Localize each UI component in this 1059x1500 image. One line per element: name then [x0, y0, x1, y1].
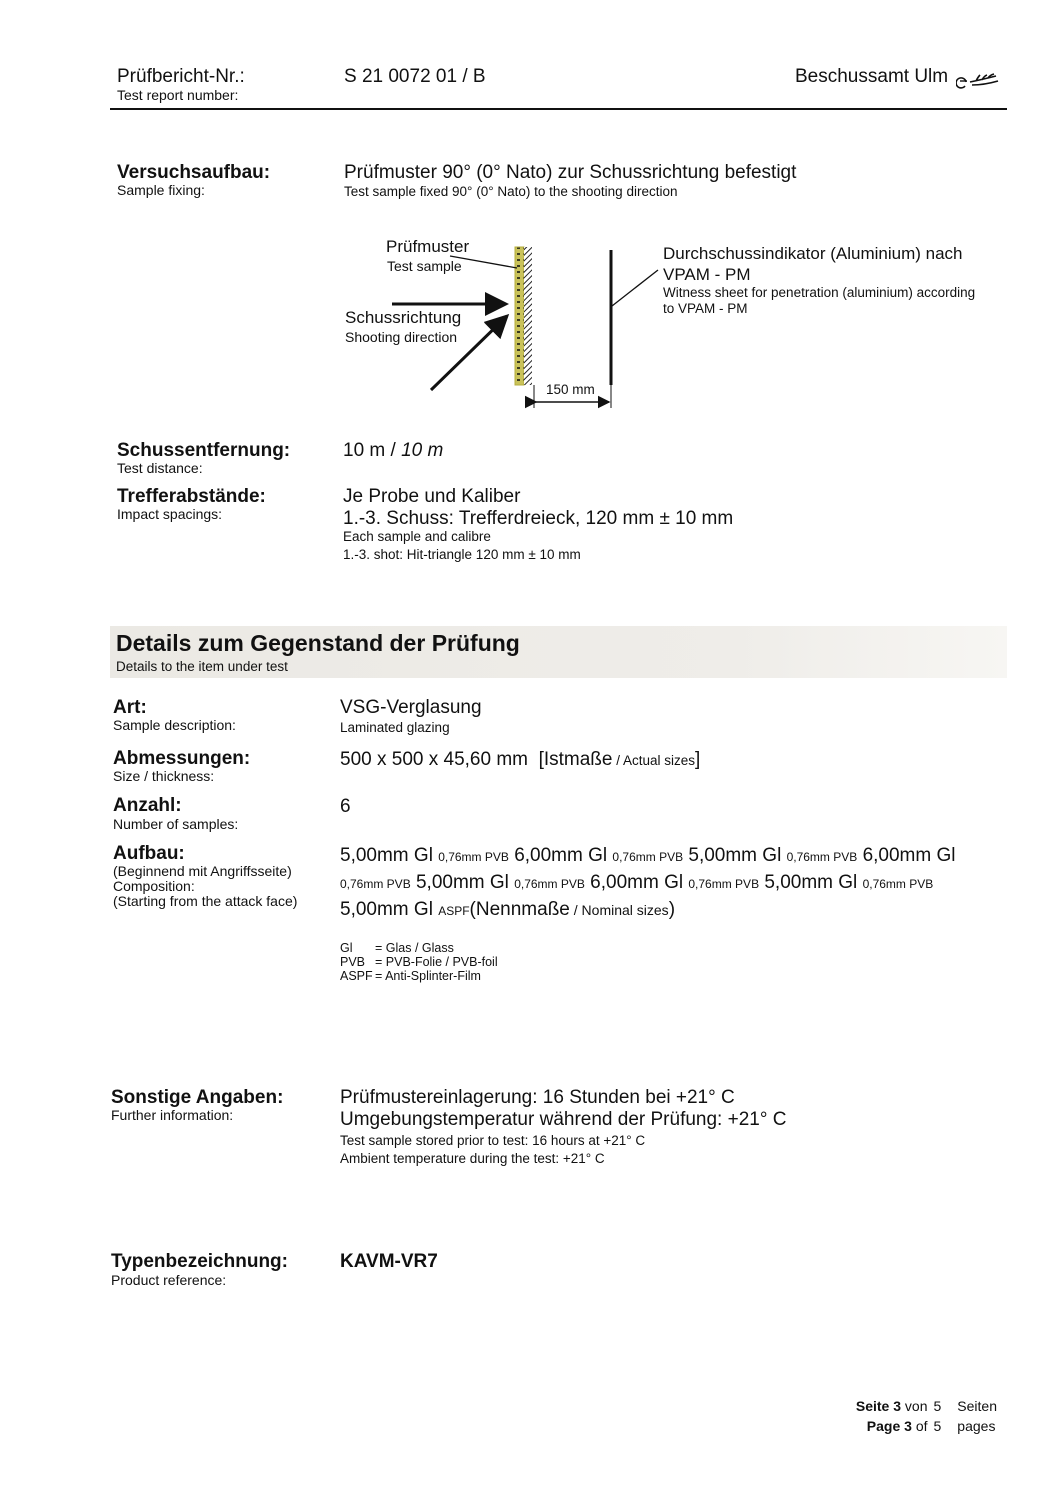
page-label: Page: [866, 1418, 901, 1434]
setup-value: Prüfmuster 90° (0° Nato) zur Schussrichtung befestigt: [344, 162, 797, 183]
header-rule: [110, 108, 1007, 110]
indicator-en-line2: to VPAM - PM: [663, 301, 748, 316]
distance-value-en: 10 m: [401, 440, 444, 461]
legend-row: [340, 969, 498, 983]
of-label: of: [915, 1418, 928, 1434]
product-value: KAVM-VR7: [340, 1251, 438, 1272]
report-number: S 21 0072 01 / B: [344, 66, 486, 87]
setup-value-en: Test sample fixed 90° (0° Nato) to the shooting direction: [344, 184, 678, 199]
legend-row: [340, 955, 498, 969]
page-indicator-de: [850, 1396, 928, 1416]
spacing-value: [343, 486, 733, 530]
count-label-en: Number of samples:: [113, 816, 239, 832]
further-info-label-en: Further information:: [111, 1107, 234, 1123]
current-page: 3: [893, 1398, 902, 1414]
size-dimensions: 500 x 500 x 45,60 mm: [340, 749, 528, 770]
layer-interlayer: 0,76mm PVB: [786, 850, 858, 864]
size-value: [340, 749, 700, 771]
indicator-pointer-line: [612, 270, 658, 306]
layer-glass: 6,00mm Gl: [514, 845, 608, 866]
legend-value: = Glas / Glass: [375, 941, 454, 955]
page-indicator-en: [850, 1416, 928, 1436]
distance-field-label: Schussentfernung:: [117, 440, 291, 461]
further-line1: Prüfmustereinlagerung: 16 Stunden bei +21° C: [340, 1087, 735, 1108]
footer-row-de: [850, 1396, 997, 1416]
von-label: von: [904, 1398, 928, 1414]
nominal-close: ): [668, 899, 676, 920]
spacing-value-en: [343, 528, 581, 564]
angled-shot-arrow: [431, 316, 507, 390]
composition-value: [340, 843, 1000, 924]
composition-label-sub: [113, 864, 297, 909]
size-actual-en: / Actual sizes: [612, 753, 696, 768]
footer-row-en: [850, 1416, 997, 1436]
spacing-label: Trefferabstände:: [117, 486, 266, 507]
total-pages: 5: [933, 1398, 942, 1414]
size-label-en: Size / thickness:: [113, 768, 215, 784]
distance-field-label-en: Test distance:: [117, 460, 203, 476]
indicator-line1: Durchschussindikator (Aluminium) nach: [663, 244, 963, 263]
distance-value-de: 10 m /: [343, 440, 402, 461]
further-info-value-en: [340, 1132, 645, 1168]
layer-interlayer: 0,76mm PVB: [438, 850, 509, 864]
layer-interlayer: 0,76mm PVB: [612, 850, 684, 864]
report-number-label: Prüfbericht-Nr.:: [117, 66, 245, 87]
size-bracket-close: ]: [695, 749, 701, 770]
size-label: Abmessungen:: [113, 748, 251, 769]
diagram-graphics: [330, 228, 1020, 418]
art-label: Art:: [113, 697, 147, 718]
layer-glass: 5,00mm Gl: [340, 845, 433, 866]
distance-label: 150 mm: [546, 382, 595, 397]
seiten-label: Seiten: [957, 1398, 997, 1414]
composition-label: Aufbau:: [113, 843, 185, 864]
direction-label-en: Shooting direction: [345, 329, 458, 345]
indicator-line2: VPAM - PM: [663, 265, 751, 284]
distance-value: [343, 440, 443, 462]
spacing-line2: 1.-3. Schuss: Trefferdreieck, 120 mm ± 10 mm: [343, 508, 734, 529]
product-label: Typenbezeichnung:: [111, 1251, 288, 1272]
indicator-en-line1: Witness sheet for penetration (aluminium) according: [663, 285, 976, 300]
institution-name: Beschussamt Ulm: [795, 66, 949, 87]
legend-key: ASPF: [340, 969, 373, 983]
sample-pointer-line: [450, 256, 517, 268]
size-actual-de: [Istmaße: [538, 749, 613, 770]
seite-label: Seite: [855, 1398, 890, 1414]
sample-label: Prüfmuster: [386, 237, 470, 256]
further-info-label: Sonstige Angaben:: [111, 1087, 284, 1108]
layer-glass: 6,00mm Gl: [862, 845, 956, 866]
layer-glass: 5,00mm Gl: [415, 872, 509, 893]
layer-interlayer: 0,76mm PVB: [514, 877, 585, 891]
report-number-label-en: Test report number:: [117, 87, 239, 103]
further-line2: Umgebungstemperatur während der Prüfung: +21° C: [340, 1109, 787, 1130]
spacing-line1: Je Probe und Kaliber: [343, 486, 521, 507]
further-en-line2: Ambient temperature during the test: +21° C: [340, 1151, 605, 1166]
art-value-en: Laminated glazing: [340, 720, 450, 735]
nominal-de: (Nennmaße: [469, 899, 570, 920]
current-page: 3: [904, 1418, 912, 1434]
antler-logo-icon: [956, 70, 1004, 90]
nominal-en: / Nominal sizes: [569, 902, 669, 918]
sample-backing-shape: [524, 247, 532, 385]
pages-label: pages: [957, 1418, 996, 1434]
art-value: VSG-Verglasung: [340, 697, 482, 718]
layer-glass: 5,00mm Gl: [688, 845, 782, 866]
legend-value: = Anti-Splinter-Film: [375, 969, 481, 983]
product-label-en: Product reference:: [111, 1272, 227, 1288]
test-setup-diagram: [330, 228, 1020, 418]
spacing-en-line2: 1.-3. shot: Hit-triangle 120 mm ± 10 mm: [343, 547, 581, 562]
spacing-label-en: Impact spacings:: [117, 506, 223, 522]
spacing-en-line1: Each sample and calibre: [343, 529, 491, 544]
section-subtitle: Details to the item under test: [116, 659, 288, 674]
direction-label: Schussrichtung: [345, 308, 462, 327]
setup-label-en: Sample fixing:: [117, 182, 205, 198]
total-pages: 5: [933, 1418, 942, 1434]
layer-glass: 5,00mm Gl: [764, 872, 858, 893]
abbreviation-legend: [340, 941, 498, 983]
page-footer: [850, 1396, 997, 1436]
legend-row: [340, 941, 498, 955]
count-value: 6: [340, 796, 351, 817]
layer-interlayer: 0,76mm PVB: [862, 877, 934, 891]
sample-label-en: Test sample: [387, 258, 462, 274]
layer-interlayer: 0,76mm PVB: [688, 877, 760, 891]
layer-glass: 6,00mm Gl: [590, 872, 684, 893]
legend-key: Gl: [340, 941, 353, 955]
further-en-line1: Test sample stored prior to test: 16 hours at +21° C: [340, 1133, 646, 1148]
layer-interlayer: 0,76mm PVB: [340, 877, 411, 891]
setup-label: Versuchsaufbau:: [117, 162, 271, 183]
art-label-en: Sample description:: [113, 717, 236, 733]
composition-sub2: Composition:: [113, 878, 195, 894]
composition-sub1: (Beginnend mit Angriffsseite): [113, 863, 292, 879]
layer-glass: 5,00mm Gl: [340, 899, 433, 920]
further-info-value: [340, 1087, 786, 1131]
count-label: Anzahl:: [113, 795, 182, 816]
composition-sub3: (Starting from the attack face): [113, 893, 298, 909]
layer-film: ASPF: [438, 904, 470, 918]
legend-key: PVB: [340, 955, 366, 969]
legend-value: = PVB-Folie / PVB-foil: [375, 955, 498, 969]
section-title: Details zum Gegenstand der Prüfung: [116, 630, 520, 656]
